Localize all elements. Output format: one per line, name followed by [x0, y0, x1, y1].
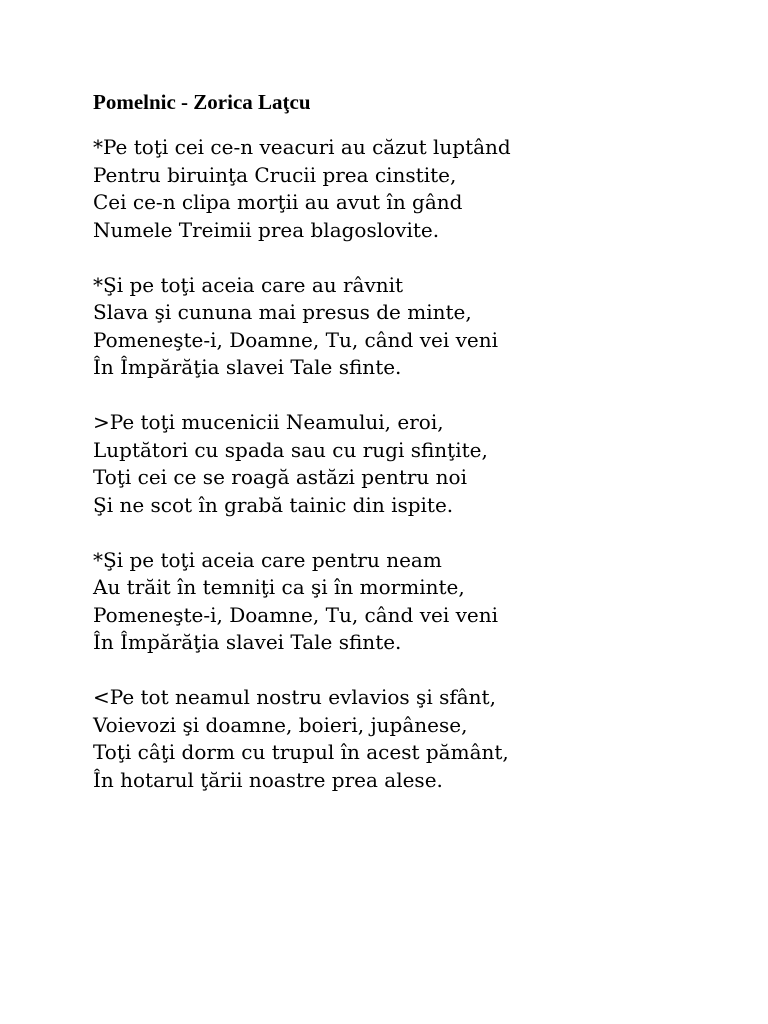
stanza-3	[93, 409, 511, 519]
stanza-4	[93, 547, 511, 657]
poem-line: Numele Treimii prea blagoslovite.	[93, 217, 440, 242]
poem-line: *Pe toţi cei ce-n veacuri au căzut luptând	[93, 135, 511, 159]
poem-line: Luptători cu spada sau cu rugi sfinţite,	[93, 437, 488, 462]
stanza-5	[93, 684, 511, 794]
poem-line: *Şi pe toţi aceia care au râvnit	[93, 272, 404, 297]
stanza-1	[93, 134, 511, 244]
poem-line: În Împărăţia slavei Tale sfinte.	[93, 630, 402, 654]
poem-line: În hotarul ţării noastre prea alese.	[93, 767, 443, 792]
poem-line: Toţi câţi dorm cu trupul în acest pământ,	[93, 740, 509, 764]
poem-line: Toţi cei ce se roagă astăzi pentru noi	[93, 465, 467, 489]
poem-line: Şi ne scot în grabă tainic din ispite.	[93, 492, 454, 517]
poem-line: Au trăit în temniţi ca şi în morminte,	[93, 575, 465, 599]
poem-line: <Pe tot neamul nostru evlavios şi sfânt,	[93, 685, 496, 709]
poem-line: Voievozi şi doamne, boieri, jupânese,	[93, 712, 468, 737]
poem-line: În Împărăţia slavei Tale sfinte.	[93, 355, 402, 379]
poem-line: Pentru biruinţa Crucii prea cinstite,	[93, 162, 457, 187]
poem-line: *Şi pe toţi aceia care pentru neam	[93, 547, 442, 572]
poem-line: Slava şi cununa mai presus de minte,	[93, 300, 472, 324]
poem-line: Pomeneşte-i, Doamne, Tu, când vei veni	[93, 327, 499, 352]
poem-line: >Pe toţi mucenicii Neamului, eroi,	[93, 410, 444, 434]
stanza-2	[93, 272, 511, 382]
poem-line: Pomeneşte-i, Doamne, Tu, când vei veni	[93, 602, 499, 627]
poem-line: Cei ce-n clipa morţii au avut în gând	[93, 190, 463, 214]
poem-body	[93, 134, 511, 822]
poem-title: Pomelnic - Zorica Laţcu	[93, 90, 311, 114]
